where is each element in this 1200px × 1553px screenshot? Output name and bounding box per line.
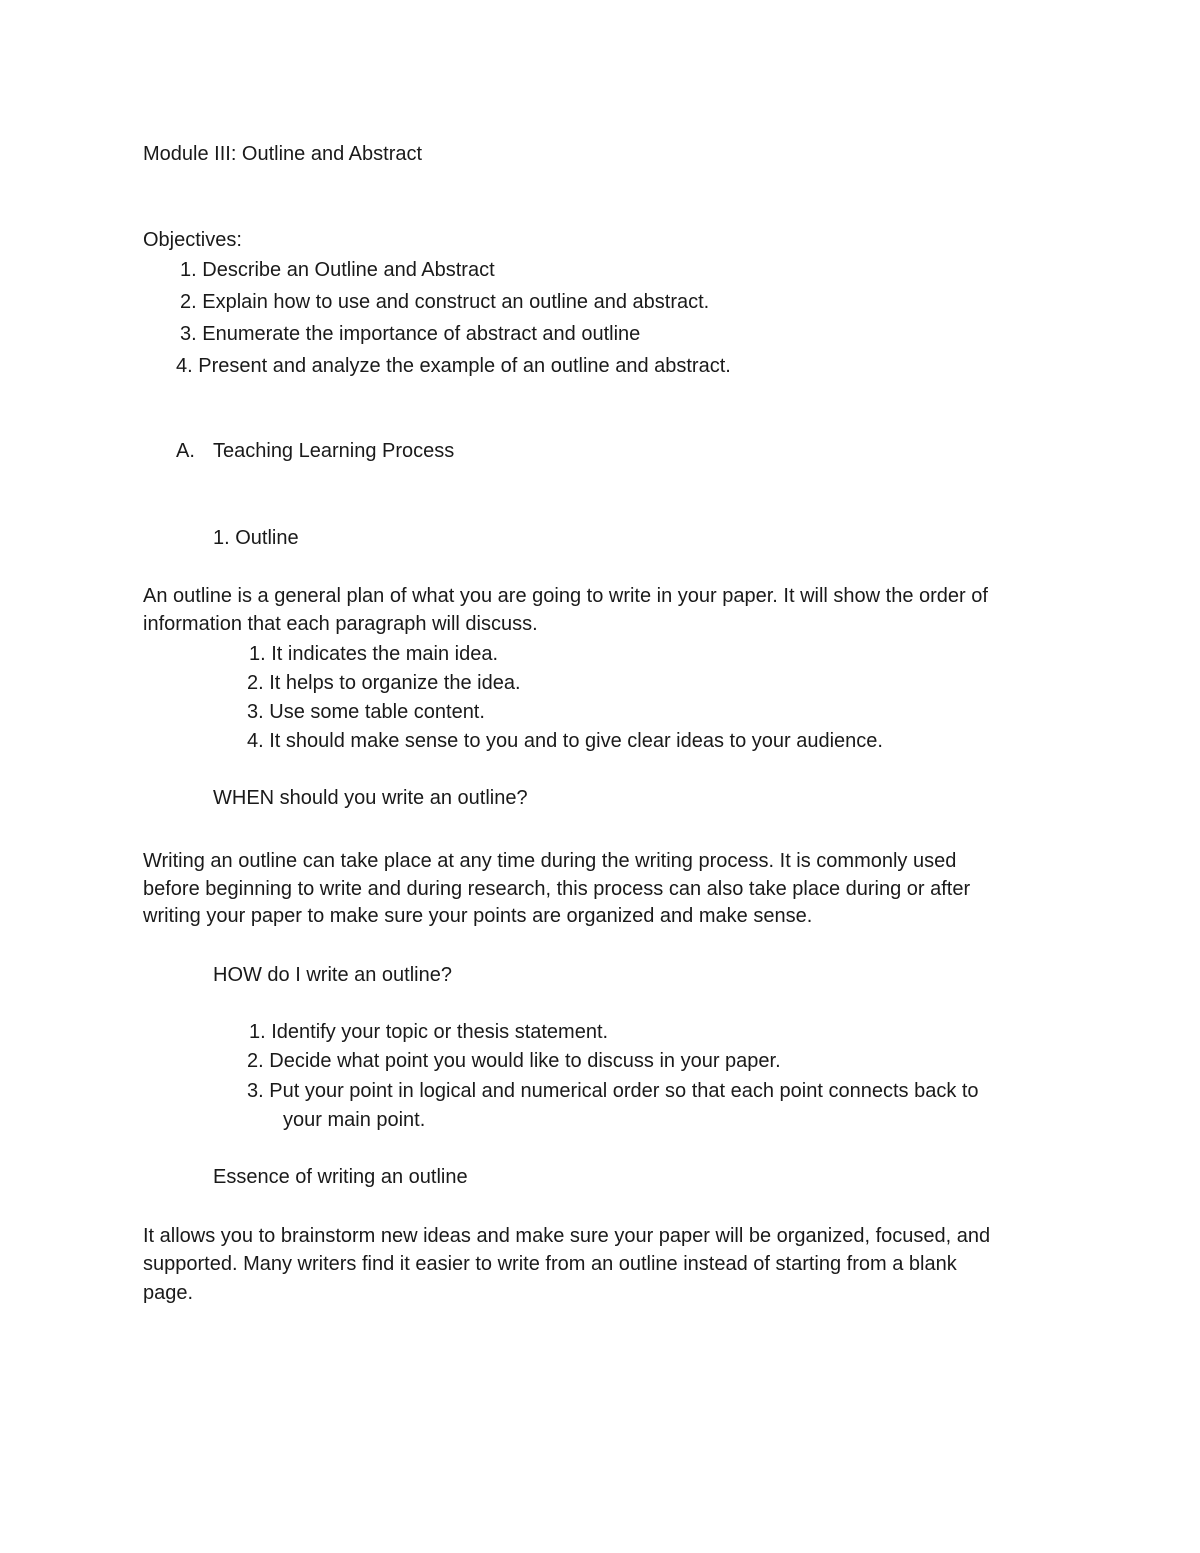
when-paragraph-line: Writing an outline can take place at any time during the writing process. It is commonly used (143, 850, 957, 872)
objective-item (180, 320, 640, 348)
how-step (247, 1047, 781, 1075)
point-text: It helps to organize the idea. (269, 672, 521, 694)
objective-text: Explain how to use and construct an outline and abstract. (202, 291, 710, 313)
step-number: 2. (247, 1050, 264, 1072)
how-step (249, 1018, 608, 1046)
outline-point (249, 640, 498, 668)
essence-paragraph-line: page. (143, 1282, 194, 1304)
point-text: It indicates the main idea. (271, 643, 499, 665)
step-number: 3. (247, 1080, 264, 1102)
outline-point (247, 727, 883, 755)
outline-paragraph-line: An outline is a general plan of what you are going to write in your paper. It will show the order of (143, 585, 988, 607)
objective-number: 2. (180, 291, 197, 313)
point-number: 1. (249, 643, 266, 665)
essence-paragraph-line: It allows you to brainstorm new ideas and make sure your paper will be organized, focused, and (143, 1225, 991, 1247)
subsection-heading (213, 524, 299, 552)
objective-item (176, 352, 731, 380)
section-a-title: Teaching Learning Process (213, 440, 455, 462)
step-number: 1. (249, 1021, 266, 1043)
step-text: Put your point in logical and numerical order so that each point connects back to (269, 1080, 979, 1102)
subsection-title: Outline (235, 527, 299, 549)
objective-item (180, 288, 709, 316)
objective-number: 4. (176, 355, 193, 377)
objectives-heading: Objectives: (143, 229, 242, 251)
how-step-continuation: your main point. (283, 1109, 426, 1131)
when-paragraph-line: before beginning to write and during research, this process can also take place during or after (143, 878, 971, 900)
objective-text: Describe an Outline and Abstract (202, 259, 495, 281)
step-text: Decide what point you would like to discuss in your paper. (269, 1050, 781, 1072)
point-number: 2. (247, 672, 264, 694)
essence-paragraph-line: supported. Many writers find it easier to write from an outline instead of starting from a blank (143, 1253, 957, 1275)
point-number: 4. (247, 730, 264, 752)
point-text: It should make sense to you and to give clear ideas to your audience. (269, 730, 883, 752)
outline-paragraph-line: information that each paragraph will discuss. (143, 613, 538, 635)
point-text: Use some table content. (269, 701, 485, 723)
outline-point (247, 698, 485, 726)
how-heading: HOW do I write an outline? (213, 964, 452, 986)
point-number: 3. (247, 701, 264, 723)
step-text: Identify your topic or thesis statement. (271, 1021, 609, 1043)
objective-item (180, 256, 495, 284)
objective-text: Present and analyze the example of an outline and abstract. (198, 355, 731, 377)
subsection-number: 1. (213, 527, 230, 549)
when-paragraph-line: writing your paper to make sure your points are organized and make sense. (143, 905, 813, 927)
objective-number: 3. (180, 323, 197, 345)
objective-text: Enumerate the importance of abstract and outline (202, 323, 641, 345)
objective-number: 1. (180, 259, 197, 281)
how-step (247, 1077, 979, 1105)
outline-point (247, 669, 521, 697)
essence-heading: Essence of writing an outline (213, 1166, 468, 1188)
when-heading: WHEN should you write an outline? (213, 787, 528, 809)
page-title: Module III: Outline and Abstract (143, 143, 423, 165)
section-a-letter: A. (176, 440, 195, 462)
